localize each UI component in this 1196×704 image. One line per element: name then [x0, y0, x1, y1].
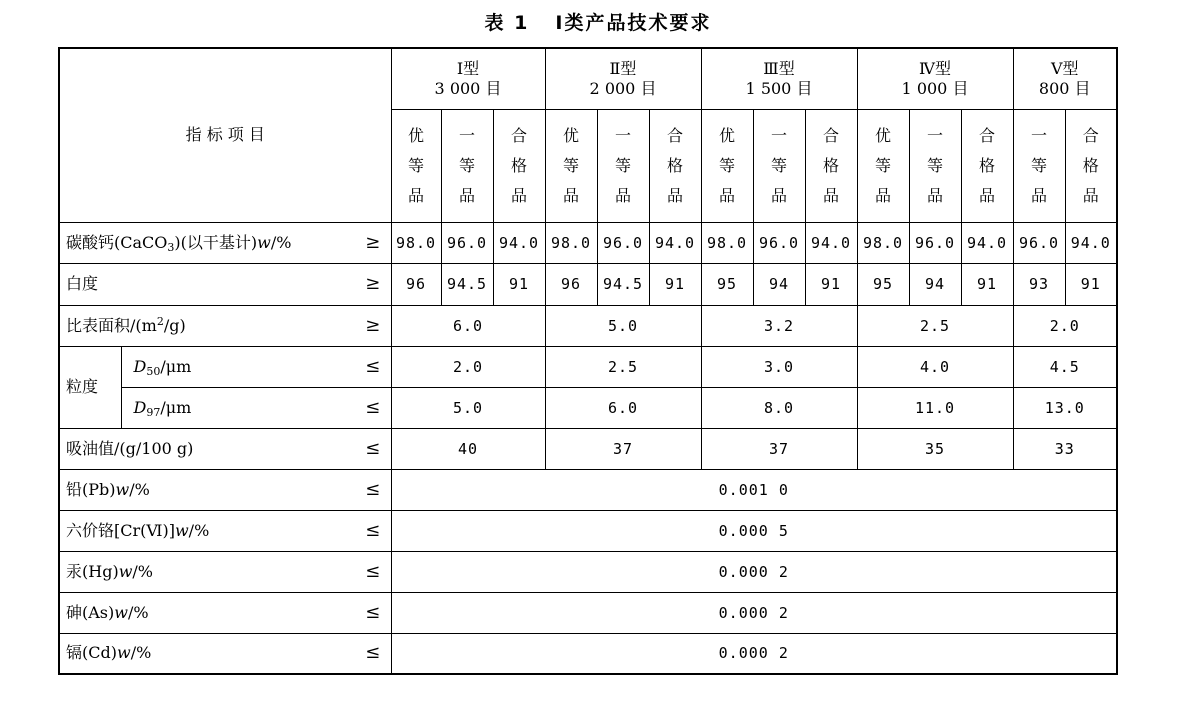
value-cell: 94.5 [597, 263, 649, 305]
comparison-operator: ≤ [355, 428, 391, 469]
grade-label: 合 格 品 [1082, 125, 1099, 205]
value-cell: 96.0 [597, 222, 649, 263]
grade-qualified [805, 109, 857, 222]
type-name: Ⅱ型 [609, 58, 637, 78]
label-text: 碳酸钙(CaCO [66, 232, 168, 252]
grade-label: 合 格 品 [978, 125, 995, 205]
row-particle-d97 [59, 387, 1117, 428]
value-cell: 96 [391, 263, 441, 305]
type-name: Ⅳ型 [919, 58, 951, 78]
item-header: 指 标 项 目 [59, 48, 391, 222]
surface-area-label [59, 305, 355, 346]
value-cell: 6.0 [545, 387, 701, 428]
value-cell: 2.0 [391, 346, 545, 387]
value-cell: 4.5 [1013, 346, 1117, 387]
value-cell: 98.0 [545, 222, 597, 263]
row-arsenic [59, 592, 1117, 633]
label-variable: w [118, 561, 133, 581]
value-cell: 96 [545, 263, 597, 305]
grade-first [441, 109, 493, 222]
row-surface-area [59, 305, 1117, 346]
label-text: 汞(Hg) [66, 561, 119, 581]
value-cell: 3.0 [701, 346, 857, 387]
value-cell: 0.000 2 [391, 633, 1117, 674]
value-cell: 96.0 [441, 222, 493, 263]
value-cell: 94.0 [649, 222, 701, 263]
row-oil-absorption [59, 428, 1117, 469]
label-variable: D [133, 356, 147, 376]
value-cell: 2.0 [1013, 305, 1117, 346]
value-cell: 91 [493, 263, 545, 305]
value-cell: 94.0 [1065, 222, 1117, 263]
value-cell: 94 [909, 263, 961, 305]
comparison-operator: ≤ [355, 387, 391, 428]
row-caco3 [59, 222, 1117, 263]
label-variable: w [116, 643, 131, 663]
grade-first [909, 109, 961, 222]
grade-label: 合 格 品 [666, 125, 683, 205]
type-header-2 [545, 48, 701, 109]
grade-qualified [493, 109, 545, 222]
row-chromium [59, 510, 1117, 551]
grade-label: 一 等 品 [1030, 125, 1047, 205]
table-title-text: Ⅰ类产品技术要求 [555, 12, 712, 34]
label-text: 比表面积/(m [66, 315, 157, 335]
type-header-5 [1013, 48, 1117, 109]
comparison-operator: ≥ [355, 222, 391, 263]
grade-label: 优 等 品 [718, 125, 735, 205]
particle-size-label: 粒度 [59, 346, 121, 428]
value-cell: 4.0 [857, 346, 1013, 387]
grade-superior [857, 109, 909, 222]
value-cell: 94.0 [961, 222, 1013, 263]
label-variable: w [174, 520, 189, 540]
lead-label [59, 469, 355, 510]
grade-first [1013, 109, 1065, 222]
comparison-operator: ≤ [355, 592, 391, 633]
grade-first [753, 109, 805, 222]
grade-label: 优 等 品 [562, 125, 579, 205]
table-number: 表 1 [484, 12, 530, 34]
value-cell: 91 [961, 263, 1013, 305]
row-mercury [59, 551, 1117, 592]
value-cell: 95 [701, 263, 753, 305]
label-text: 六价铬[Cr(Ⅵ)] [66, 520, 175, 540]
value-cell: 96.0 [753, 222, 805, 263]
grade-label: 合 格 品 [822, 125, 839, 205]
label-text: 镉(Cd) [66, 643, 117, 663]
row-whiteness [59, 263, 1117, 305]
label-text: 砷(As) [66, 602, 115, 622]
label-unit: /μm [160, 356, 192, 376]
d97-label [121, 387, 355, 428]
grade-label: 一 等 品 [926, 125, 943, 205]
value-cell: 96.0 [909, 222, 961, 263]
grade-superior [701, 109, 753, 222]
value-cell: 6.0 [391, 305, 545, 346]
arsenic-label [59, 592, 355, 633]
value-cell: 94.0 [805, 222, 857, 263]
value-cell: 95 [857, 263, 909, 305]
label-unit: /% [127, 602, 149, 622]
d50-label [121, 346, 355, 387]
label-variable: w [115, 479, 130, 499]
comparison-operator: ≥ [355, 263, 391, 305]
value-cell: 2.5 [857, 305, 1013, 346]
value-cell: 40 [391, 428, 545, 469]
value-cell: 96.0 [1013, 222, 1065, 263]
type-name: Ⅰ型 [456, 58, 480, 78]
chromium-label [59, 510, 355, 551]
mercury-label [59, 551, 355, 592]
type-mesh: 3 000 目 [434, 78, 502, 98]
label-subscript: 3 [167, 240, 175, 254]
type-header-4 [857, 48, 1013, 109]
value-cell: 33 [1013, 428, 1117, 469]
value-cell: 98.0 [701, 222, 753, 263]
value-cell: 5.0 [545, 305, 701, 346]
label-unit: /% [270, 232, 292, 252]
value-cell: 13.0 [1013, 387, 1117, 428]
value-cell: 93 [1013, 263, 1065, 305]
type-mesh: 1 500 目 [745, 78, 813, 98]
grade-label: 一 等 品 [458, 125, 475, 205]
type-mesh: 1 000 目 [901, 78, 969, 98]
grade-label: 优 等 品 [407, 125, 424, 205]
value-cell: 0.000 2 [391, 551, 1117, 592]
value-cell: 3.2 [701, 305, 857, 346]
type-header-1 [391, 48, 545, 109]
label-variable: w [257, 232, 271, 252]
value-cell: 11.0 [857, 387, 1013, 428]
value-cell: 98.0 [857, 222, 909, 263]
value-cell: 2.5 [545, 346, 701, 387]
cadmium-label [59, 633, 355, 674]
type-name: Ⅲ型 [763, 58, 795, 78]
grade-label: 一 等 品 [770, 125, 787, 205]
grade-superior [391, 109, 441, 222]
row-cadmium [59, 633, 1117, 674]
label-superscript: 2 [156, 314, 164, 328]
type-header-3 [701, 48, 857, 109]
label-unit: /g) [163, 315, 186, 335]
value-cell: 37 [545, 428, 701, 469]
comparison-operator: ≤ [355, 510, 391, 551]
header-row-types [59, 48, 1117, 109]
oil-absorption-label: 吸油值/(g/100 g) [59, 428, 355, 469]
value-cell: 94.5 [441, 263, 493, 305]
label-unit: /% [129, 479, 150, 499]
value-cell: 98.0 [391, 222, 441, 263]
label-variable: D [133, 397, 147, 417]
type-mesh: 2 000 目 [589, 78, 657, 98]
label-text: 铅(Pb) [66, 479, 116, 499]
value-cell: 91 [1065, 263, 1117, 305]
value-cell: 0.001 0 [391, 469, 1117, 510]
comparison-operator: ≤ [355, 469, 391, 510]
value-cell: 94 [753, 263, 805, 305]
value-cell: 0.000 5 [391, 510, 1117, 551]
label-unit: /μm [160, 397, 192, 417]
value-cell: 37 [701, 428, 857, 469]
row-lead [59, 469, 1117, 510]
value-cell: 0.000 2 [391, 592, 1117, 633]
label-text: )(以干基计) [174, 232, 258, 252]
label-unit: /% [132, 561, 153, 581]
comparison-operator: ≥ [355, 305, 391, 346]
value-cell: 91 [649, 263, 701, 305]
grade-label: 优 等 品 [874, 125, 891, 205]
grade-superior [545, 109, 597, 222]
grade-label: 合 格 品 [510, 125, 527, 205]
value-cell: 94.0 [493, 222, 545, 263]
grade-first [597, 109, 649, 222]
grade-label: 一 等 品 [614, 125, 631, 205]
caco3-label [59, 222, 355, 263]
value-cell: 35 [857, 428, 1013, 469]
technical-requirements-table [58, 47, 1118, 675]
type-name: Ⅴ型 [1050, 58, 1079, 78]
label-subscript: 50 [146, 364, 161, 378]
label-variable: w [114, 602, 128, 622]
comparison-operator: ≤ [355, 633, 391, 674]
value-cell: 8.0 [701, 387, 857, 428]
row-particle-d50 [59, 346, 1117, 387]
label-unit: /% [188, 520, 210, 540]
comparison-operator: ≤ [355, 551, 391, 592]
value-cell: 5.0 [391, 387, 545, 428]
grade-qualified [961, 109, 1013, 222]
whiteness-label: 白度 [59, 263, 355, 305]
comparison-operator: ≤ [355, 346, 391, 387]
label-unit: /% [130, 643, 152, 663]
value-cell: 91 [805, 263, 857, 305]
label-subscript: 97 [146, 405, 161, 419]
table-title [0, 8, 1196, 35]
type-mesh: 800 目 [1038, 78, 1091, 98]
grade-qualified [1065, 109, 1117, 222]
grade-qualified [649, 109, 701, 222]
